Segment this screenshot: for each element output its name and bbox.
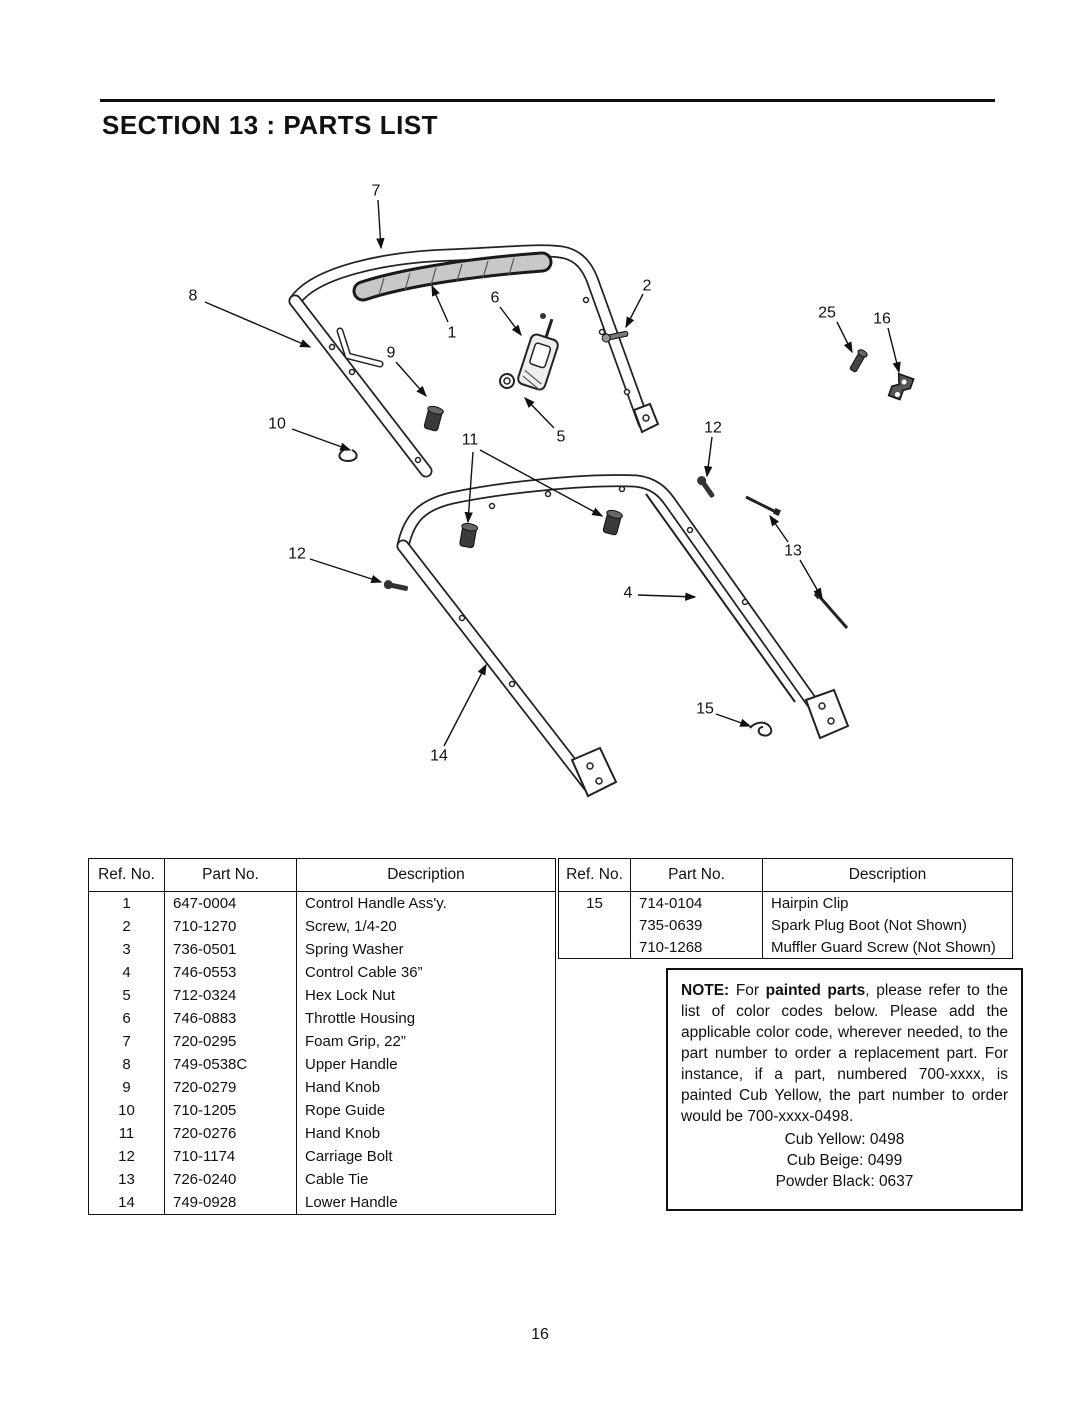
table-cell: 2 [89, 915, 165, 938]
table-cell: 13 [89, 1168, 165, 1191]
table-cell: 3 [89, 938, 165, 961]
table-row [559, 936, 1013, 959]
table-cell: 4 [89, 961, 165, 984]
callout-leader-arrow [444, 665, 486, 746]
note-paragraph [681, 980, 1008, 1127]
callout-leader-arrow [292, 429, 350, 450]
hairpin-clip [750, 723, 771, 736]
callout-label: 7 [371, 182, 381, 200]
callout-label: 8 [188, 287, 198, 305]
callout-label: 12 [704, 419, 722, 437]
throttle-housing [517, 315, 566, 391]
table-cell: Cable Tie [297, 1168, 556, 1191]
table-row [89, 915, 556, 938]
control-cable [646, 494, 795, 702]
housing-screw [540, 313, 546, 319]
callout-label: 4 [623, 584, 633, 602]
callout-label: 16 [873, 310, 891, 328]
col-header-desc: Description [297, 859, 556, 892]
callout-label: 1 [447, 324, 457, 342]
table-cell: 712-0324 [165, 984, 297, 1007]
callout-label: 5 [556, 428, 566, 446]
painted-parts-note [666, 968, 1023, 1211]
callout-label: 12 [288, 545, 306, 563]
callout-leader-arrow [468, 452, 473, 522]
table-cell: Upper Handle [297, 1053, 556, 1076]
table-cell: Hand Knob [297, 1076, 556, 1099]
cable-tie-upper [746, 497, 781, 516]
table-row [89, 938, 556, 961]
parts-table-right [558, 858, 1013, 959]
table-cell: 1 [89, 892, 165, 916]
table-row [89, 1053, 556, 1076]
table-cell: 746-0883 [165, 1007, 297, 1030]
table-cell: 710-1270 [165, 915, 297, 938]
table-header-row [559, 859, 1013, 892]
table-cell: 720-0295 [165, 1030, 297, 1053]
table-cell: Rope Guide [297, 1099, 556, 1122]
table-row [89, 1030, 556, 1053]
table-row [559, 914, 1013, 936]
note-bold-text: painted parts [765, 982, 866, 999]
callout-label: 6 [490, 289, 500, 307]
table-cell: 736-0501 [165, 938, 297, 961]
table-cell: 10 [89, 1099, 165, 1122]
callout-leader-arrow [707, 437, 712, 476]
callout-label: 25 [818, 304, 836, 322]
clip-16 [889, 373, 914, 402]
hand-knob-11a [458, 522, 478, 548]
callout-leader-arrow [432, 286, 448, 322]
note-text: For [729, 982, 766, 999]
callout-leader-arrow [770, 516, 788, 542]
spring-washer [500, 374, 514, 388]
table-row [89, 1168, 556, 1191]
table-row [559, 892, 1013, 915]
table-row [89, 1099, 556, 1122]
callout-leader-arrow [500, 307, 521, 335]
callout-label: 2 [642, 277, 652, 295]
table-row [89, 1145, 556, 1168]
table-cell: 647-0004 [165, 892, 297, 916]
table-header-row [89, 859, 556, 892]
table-cell: 749-0928 [165, 1191, 297, 1215]
table-cell: 12 [89, 1145, 165, 1168]
table-row [89, 1007, 556, 1030]
rope-guide [339, 449, 356, 461]
table-cell: Hairpin Clip [763, 892, 1013, 915]
table-cell: Carriage Bolt [297, 1145, 556, 1168]
table-cell: 710-1268 [631, 936, 763, 959]
table-cell: Control Cable 36” [297, 961, 556, 984]
parts-table-left [88, 858, 556, 1215]
table-cell: 8 [89, 1053, 165, 1076]
table-row [89, 984, 556, 1007]
table-row [89, 1122, 556, 1145]
note-text: , please refer to the list of color codes below. Please add the applicable color code, wherever needed, to the part number to order a replacement part. For instance, if a part, numbered 700-xxxx, is painted Cub Yellow, the part number to order would be 700-xxxx-0498. [681, 982, 1008, 1125]
table-cell: Lower Handle [297, 1191, 556, 1215]
table-cell: 14 [89, 1191, 165, 1215]
col-header-ref: Ref. No. [89, 859, 165, 892]
table-cell: 714-0104 [631, 892, 763, 915]
table-cell: Hex Lock Nut [297, 984, 556, 1007]
callout-label: 13 [784, 542, 802, 560]
note-bold-text: NOTE: [681, 982, 730, 999]
table-row [89, 1191, 556, 1215]
callout-label: 11 [461, 431, 479, 449]
cable-tie-lower [814, 591, 847, 628]
table-cell: 7 [89, 1030, 165, 1053]
table-cell: 5 [89, 984, 165, 1007]
table-cell: Throttle Housing [297, 1007, 556, 1030]
table-cell: Foam Grip, 22” [297, 1030, 556, 1053]
color-code-black: Powder Black: 0637 [775, 1173, 914, 1190]
col-header-part: Part No. [165, 859, 297, 892]
handle-assembly-drawing [295, 251, 914, 796]
callout-leader-arrow [837, 322, 852, 352]
carriage-bolt-right [695, 474, 716, 499]
callout-label: 10 [268, 415, 286, 433]
callout-label: 15 [696, 700, 714, 718]
table-row [89, 961, 556, 984]
table-cell: 746-0553 [165, 961, 297, 984]
table-cell: 9 [89, 1076, 165, 1099]
callout-leader-arrow [378, 200, 381, 248]
col-header-part: Part No. [631, 859, 763, 892]
callout-leader-arrow [638, 595, 695, 597]
callout-leader-arrow [396, 362, 426, 396]
col-header-desc: Description [763, 859, 1013, 892]
callout-label: 9 [386, 344, 396, 362]
table-cell: 710-1205 [165, 1099, 297, 1122]
callout-leader-arrow [716, 714, 750, 726]
table-cell: Control Handle Ass'y. [297, 892, 556, 916]
table-row [89, 892, 556, 916]
callout-leader-arrow [800, 560, 822, 598]
color-code-list [681, 1129, 1008, 1192]
color-code-yellow: Cub Yellow: 0498 [784, 1131, 905, 1148]
table-cell: Muffler Guard Screw (Not Shown) [763, 936, 1013, 959]
callout-leader-arrow [888, 328, 899, 372]
table-row [89, 1076, 556, 1099]
table-cell: 726-0240 [165, 1168, 297, 1191]
table-cell: Spring Washer [297, 938, 556, 961]
table-cell [559, 914, 631, 936]
hand-knob-11b [602, 509, 624, 536]
table-cell: Spark Plug Boot (Not Shown) [763, 914, 1013, 936]
table-cell: 735-0639 [631, 914, 763, 936]
callout-leader-arrow [310, 559, 381, 582]
carriage-bolt-left [383, 579, 409, 593]
table-cell: Screw, 1/4-20 [297, 915, 556, 938]
table-cell: 720-0279 [165, 1076, 297, 1099]
table-cell: 15 [559, 892, 631, 915]
table-cell: 710-1174 [165, 1145, 297, 1168]
table-cell [559, 936, 631, 959]
callout-leader-arrow [525, 398, 554, 428]
table-cell: 749-0538C [165, 1053, 297, 1076]
hand-knob-9 [423, 405, 445, 432]
table-cell: 11 [89, 1122, 165, 1145]
section-title: SECTION 13 : PARTS LIST [102, 110, 439, 140]
col-header-ref: Ref. No. [559, 859, 631, 892]
callout-leader-arrow [626, 294, 643, 327]
page-number: 16 [531, 1326, 549, 1343]
table-cell: Hand Knob [297, 1122, 556, 1145]
callout-label: 14 [430, 747, 448, 765]
color-code-beige: Cub Beige: 0499 [786, 1152, 903, 1169]
table-cell: 720-0276 [165, 1122, 297, 1145]
table-cell: 6 [89, 1007, 165, 1030]
